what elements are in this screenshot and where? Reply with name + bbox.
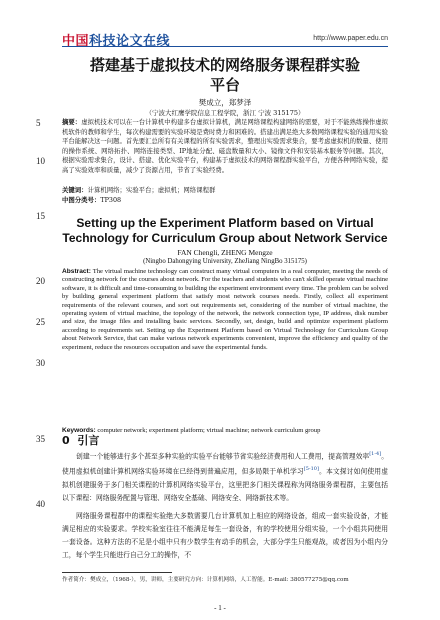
citation-link[interactable]: [1-4]: [369, 451, 382, 457]
page-number: - 1 -: [214, 604, 226, 612]
author-footnote: 作者简介：樊成立，（1968-），男，讲师，主要研究方向：计算机网络，人工智能。E-mail: 380577275@qq.com: [62, 577, 349, 583]
authors-cn: 樊成立，郑梦泽: [198, 98, 252, 107]
affiliation-en: (Ningbo Dahongying University, ZheJiang NingBo 315175): [143, 258, 307, 265]
footnote-divider: [62, 572, 172, 573]
line-number: 15: [36, 211, 45, 221]
line-number: 40: [36, 499, 45, 509]
citation-link[interactable]: [5-10]: [303, 466, 319, 473]
line-number: 25: [36, 317, 45, 327]
paper-title-en: Setting up the Experiment Platform based on Virtual Technology for Curriculum Group about Network Service: [62, 216, 388, 245]
site-url[interactable]: http://www.paper.edu.cn: [313, 35, 388, 42]
affiliation-cn: （宁波大红鹰学院信息工程学院，浙江 宁波 315175）: [145, 109, 305, 117]
abstract-en: Abstract: The virtual machine technology can construct many virtual computers in a real computer, meeting the needs of constructing network for the courses about network. For the teachers and students who can't skilled operate virtual machine software, it is difficult and time-consuming to building the experiment environment every time. The problem can be solved by building general experiment platform that satisfy most network courses needs. Firstly, collect all experiment requirements of the relevant courses, and sort out requirements set, considering of the number of virtual machine, the operating system of virtual machine, the topology of the network, the network connection type, IP address, disk number and size, the image files and installing basic services. Secondly, set, design, build and optimize experiment platform according to requirements set. Setting up the Experiment Platform based on Virtual Technology for Curriculum Group about Network Service, that can make various network experiments convenient, improve the efficiency and quality of the experiment, reduce the resources occupation and save the experimental funds.: [62, 268, 389, 351]
abstract-cn: 摘要：虚拟机技术可以在一台计算机中构建多台虚拟计算机，满足网络课程构建网络的需要，对于不能熟练操作虚拟机软件的教师和学生，每次构建需要的实验环境是费时费力和困难的。搭建出满足绝大多数网络课程实验的通用实验平台能解决这一问题。首先要汇总所有有关课程的所有实验需求，整理出实验需求集合，要考虑虚拟机的数量、使用的操作系统、网络拓扑、网络连接类型、IP地址分配、磁盘数量和大小、镜像文件和安装基本服务等问题。其次，根据实验需求集合，设计、搭建、优化实验平台，构建基于虚拟技术的网络课程群实验平台，方便各种网络实验，提高了实验效率和质量，减少了资源占用，节省了实验经费。: [62, 118, 389, 174]
body-paragraph: 网络服务课程群中的课程实验绝大多数需要几台计算机加上相应的网络设备，组成一套实验设备，才能满足相应的实验要求。学校实验室往往不能满足每生一套设备，有的学校使用分组实验，一个小组共同使用一套设备。这种方法的不足是小组中只有少数学生有动手的机会，大部分学生只能观战，或者因为小组内分工，每个学生只能进行自己分工的操作，不: [62, 512, 388, 559]
body-paragraph: 创建一个能够进行多个甚至多种实验的实验平台能够节省实验经济费用和人工费用，提高管理效率[1-4]。使用虚拟机创建计算机网络实验环境在已经得到普遍应用，但多局限于单机学习[5-10]。本文探讨如何使用虚拟机创建服务于多门相关课程的计算机网络实验平台，这里把多门相关课程称为网络服务课程群，主要包括以下课程：网络服务配置与管理、网络安全基础、网络安全、网络新技术等。: [62, 451, 389, 502]
line-number: 35: [36, 434, 45, 444]
page-header: [0, 0, 440, 49]
keywords-en: Keywords: computer network; experiment platform; virtual machine; network curriculum group: [62, 427, 321, 434]
line-number: 30: [36, 358, 45, 368]
line-number: 10: [36, 156, 45, 166]
paper-title-cn: 搭建基于虚拟技术的网络服务课程群实验 平台: [89, 56, 360, 94]
classification-number: 中图分类号：TP308: [62, 196, 122, 204]
authors-en: FAN Chengli, ZHENG Mengze: [177, 248, 273, 257]
header-divider: [62, 46, 388, 47]
line-number: 20: [36, 276, 45, 286]
section-heading: 0 引言: [62, 434, 100, 447]
site-logo[interactable]: 中国科技论文在线: [62, 34, 171, 49]
keywords-cn: 关键词：计算机网络；实验平台；虚拟机；网络课程群: [62, 186, 216, 194]
line-number: 5: [36, 118, 41, 128]
